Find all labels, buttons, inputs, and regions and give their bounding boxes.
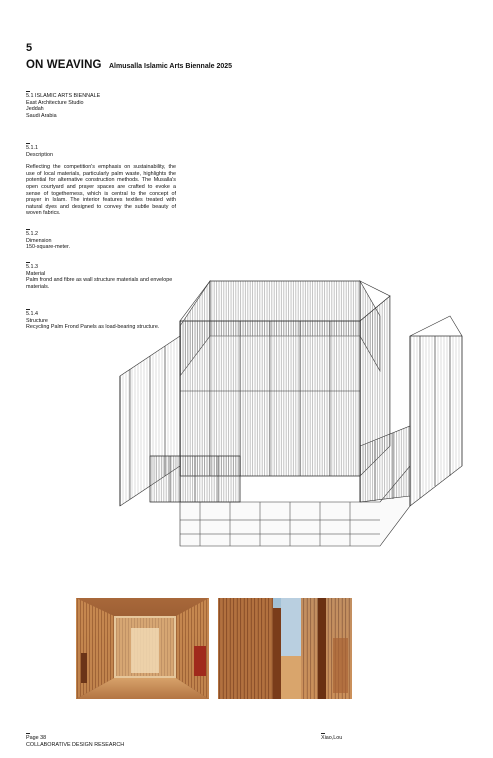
description-label: Description: [26, 151, 53, 158]
dimension-section: [26, 229, 176, 251]
material-label: Material: [26, 270, 46, 277]
tick-mark: [26, 733, 30, 734]
structure-label: Structure: [26, 317, 48, 324]
dimension-value: 150-square-meter.: [26, 244, 71, 251]
author-name: Xiao,Lou: [321, 735, 343, 741]
tick-mark: [26, 262, 30, 263]
description-text: Reflecting the competition's emphasis on sustainability, the use of local materials, particularly palm waste, highlights the potential for alternative construction methods. The Musalla's open courtyard and prayer spaces are crafted to evoke a sense of togetherness, which is central to the concept of prayer in Islam. The interior features textiles treated with natural dyes and designed to convey the subtle beauty of woven fabrics.: [26, 164, 176, 217]
material-value: Palm frond and fibre as wall structure materials and envelope materials.: [26, 277, 173, 290]
publication-title: COLLABORATIVE DESIGN RESEARCH: [26, 741, 125, 748]
dimension-label: Dimension: [26, 237, 52, 244]
title-subtitle: Almusalla Islamic Arts Biennale 2025: [109, 63, 233, 70]
structure-number: 5.1.4: [26, 311, 38, 317]
description-section: [26, 143, 176, 217]
chapter-number: 5: [26, 42, 33, 54]
project-info: [26, 91, 176, 119]
page-number: Page 38: [26, 735, 47, 741]
tick-mark: [26, 91, 30, 92]
tick-mark: [26, 309, 30, 310]
interior-photo-right: [218, 598, 352, 699]
project-country: Saudi Arabia: [26, 112, 57, 119]
title-main: ON WEAVING: [26, 59, 102, 71]
footer-left: [26, 733, 124, 748]
tick-mark: [26, 143, 30, 144]
project-heading: 5.1 ISLAMIC ARTS BIENNALE: [26, 93, 101, 99]
material-number: 5.1.3: [26, 264, 38, 270]
project-city: Jeddah: [26, 106, 44, 113]
tick-mark: [26, 229, 30, 230]
project-studio: East Architecture Studio: [26, 99, 84, 106]
page-title: [26, 55, 232, 73]
axonometric-drawing: [110, 276, 472, 548]
footer-right: [321, 733, 342, 742]
structure-value: Recycling Palm Frond Panels as load-bearing structure.: [26, 324, 160, 331]
dimension-number: 5.1.2: [26, 231, 38, 237]
tick-mark: [321, 733, 325, 734]
description-number: 5.1.1: [26, 145, 38, 151]
interior-photo-left: [76, 598, 209, 699]
